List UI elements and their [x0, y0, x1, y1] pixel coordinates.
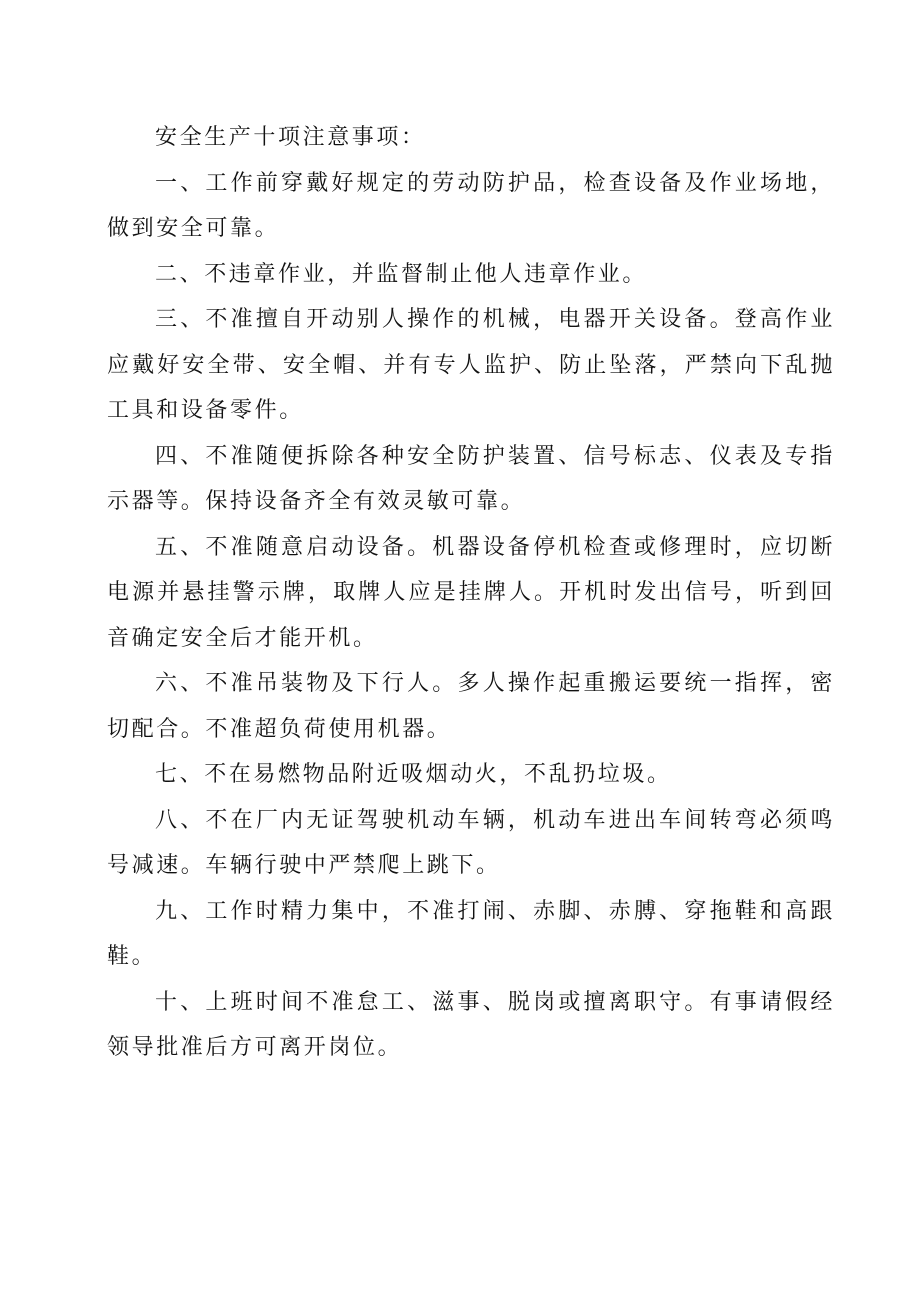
document-heading: 安全生产十项注意事项： — [155, 125, 426, 150]
rule-item-5: 五、不准随意启动设备。机器设备停机检查或修理时，应切断电源并悬挂警示牌，取牌人应是挂牌人。开机时发出信号，听到回音确定安全后才能开机。 — [107, 534, 835, 651]
rule-item-7: 七、不在易燃物品附近吸烟动火，不乱扔垃圾。 — [155, 762, 672, 787]
rule-item-10: 十、上班时间不准怠工、滋事、脱岗或擅离职守。有事请假经领导批准后方可离开岗位。 — [107, 989, 835, 1060]
rule-item-4: 四、不准随便拆除各种安全防护装置、信号标志、仪表及专指示器等。保持设备齐全有效灵敏可靠。 — [107, 443, 835, 514]
rule-item-3: 三、不准擅自开动别人操作的机械，电器开关设备。登高作业应戴好安全带、安全帽、并有专人监护、防止坠落，严禁向下乱抛工具和设备零件。 — [107, 307, 835, 423]
rule-item-2: 二、不违章作业，并监督制止他人违章作业。 — [155, 261, 648, 287]
rule-item-6: 六、不准吊装物及下行人。多人操作起重搬运要统一指挥，密切配合。不准超负荷使用机器。 — [107, 671, 835, 742]
document-body — [107, 115, 835, 1071]
rule-item-8: 八、不在厂内无证驾驶机动车辆，机动车进出车间转弯必须鸣号减速。车辆行驶中严禁爬上跳下。 — [107, 807, 835, 878]
rule-item-1: 一、工作前穿戴好规定的劳动防护品，检查设备及作业场地，做到安全可靠。 — [107, 170, 835, 241]
rule-item-9: 九、工作时精力集中，不准打闹、赤脚、赤膊、穿拖鞋和高跟鞋。 — [107, 898, 835, 969]
